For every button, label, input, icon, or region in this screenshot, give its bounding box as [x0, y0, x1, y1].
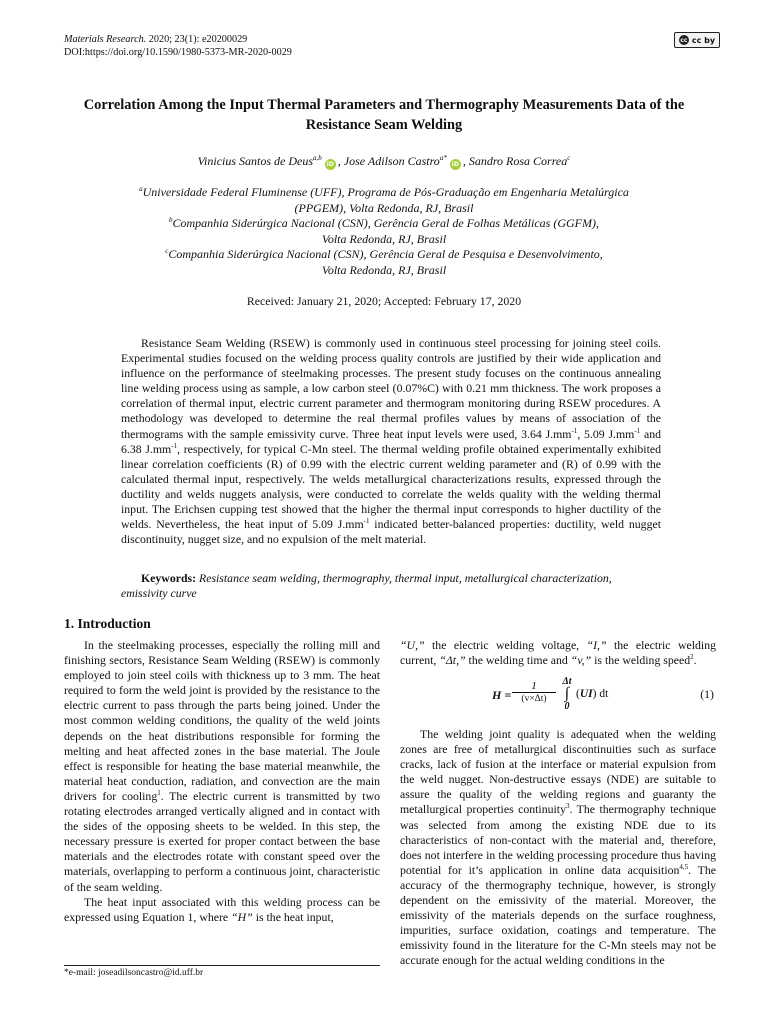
- body-text: the welding time and: [465, 653, 571, 668]
- cc-license-badge[interactable]: [674, 32, 720, 48]
- eq-integrand: [576, 688, 608, 700]
- body-text: . The electric current is transmitted by two rotating electrodes arranged vertically aligned and in contact with the sides of the opposing sheets to be welded. In this step, the necessary pressure is exerted for proper contact between the base materials and the electrodes rotate with constant speed over the materials, overlapping to perform a continuous joint, characteristic of the seam welding.: [64, 788, 380, 894]
- body-text: The welding joint quality is adequated when the welding zones are free of metallurgical discontinuities such as surface cracks, lack of fusion at the interface or material expulsion from the weld nugget. Non-destructive essays (NDE) are suitable to assure the quality of the welding regions and guaranty the metallurgical properties continuity: [400, 727, 716, 817]
- aff-line: Companhia Siderúrgica Nacional (CSN), Gerência Geral de Folhas Metálicas (GGFM),: [172, 216, 599, 230]
- eq-dt: ) dt: [592, 688, 609, 700]
- doi-link[interactable]: DOI:https://doi.org/10.1590/1980-5373-MR-2020-0029: [64, 47, 292, 58]
- footnote-divider: [64, 965, 380, 966]
- sup: -1: [571, 426, 578, 435]
- abstract-text: indicated better-balanced properties: ductility, weld nugget discontinuity, nugget size, and no expulsion of the melt material.: [121, 517, 661, 547]
- eq-denominator: (v×Δt): [512, 692, 556, 704]
- integral-sign-icon: ∫: [564, 685, 570, 702]
- author-list: Vinicius Santos de Deus$^{a,b}$iD , Jose Adilson Castro$^{a*}$iD , Sandro Rosa Correa$^c$: [197, 154, 571, 168]
- citation-ref[interactable]: 4,5: [679, 862, 689, 871]
- author-name: Jose Adilson Castro: [343, 154, 440, 168]
- body-text: the electric welding current,: [400, 638, 716, 668]
- keywords-text: Resistance seam welding, thermography, thermal input, metallurgical characterization, emissivity curve: [121, 571, 612, 601]
- author-name: Sandro Rosa Correa: [468, 154, 568, 168]
- eq-int-upper: Δt: [562, 676, 572, 687]
- eq-number: (1): [700, 687, 714, 701]
- aff-sup: a: [139, 185, 143, 193]
- journal-header: [64, 33, 292, 59]
- paper-title: Correlation Among the Input Thermal Parameters and Thermography Measurements Data of the Resistance Seam Welding: [83, 97, 685, 133]
- eq-var: UI: [579, 688, 593, 700]
- body-text: is the welding speed: [591, 653, 691, 668]
- cc-icon: cc: [680, 36, 688, 44]
- received-date: Received: January 21, 2020; Accepted: February 17, 2020: [246, 294, 522, 308]
- affiliations: [100, 185, 668, 278]
- var-text: “U,”: [400, 638, 425, 652]
- body-text: .: [693, 653, 697, 668]
- aff-line: Volta Redonda, RJ, Brasil: [321, 262, 447, 277]
- author-sup: c: [567, 154, 571, 162]
- author-name: Vinicius Santos de Deus: [197, 154, 314, 168]
- footnote-email[interactable]: *e-mail: joseadilsoncastro@id.uff.br: [64, 968, 204, 978]
- var-text: “I,”: [586, 638, 607, 652]
- eq-integral: [560, 676, 574, 712]
- citation-ref[interactable]: 2: [690, 653, 694, 662]
- abstract-text: , respectively, for typical C-Mn steel. The thermal welding profile obtained experimentally exhibited linear correlation coefficients (R) of 0.99 with the electric current welding parameter and (R) of 0.99 with the calculated thermal input, respectively. The welds metallurgical characterizations results, expressed through the ductility and welds nuggets analysis, were conducted to correlate the welds quality with the welding thermal input. The Erichsen cupping test showed that the higher the thermal input corresponds to higher ductility of the welds. Nevertheless, the heat input of 5.09 J.mm: [121, 441, 661, 532]
- license-text: cc by: [691, 35, 716, 45]
- body-text: the electric welding voltage,: [424, 638, 587, 652]
- keywords-label: Keywords:: [141, 571, 197, 585]
- citation: 2020; 23(1): e20200029: [146, 34, 248, 45]
- abstract-text: Resistance Seam Welding (RSEW) is commonly used in continuous steel processing for joining steel coils. Experimental studies focused on the welding process quality controls are justified by their wide application and influence on the performance of steelmaking processes. The present study focuses on the continuous annealing line welding process using as sample, a low carbon steel (0.07%C) with 0.21 mm thickness. The work proposes a correlation of thermal input, electric current parameter and thermogram monitoring during RSEW procedures. A methodology was developed to determine the real thermal profiles values by means of association of the thermograms with the sample emissivity curve. Three heat input levels were used, 3.64 J.mm: [121, 336, 661, 441]
- sup: -1: [171, 441, 178, 450]
- eq-int-lower: 0: [564, 701, 570, 712]
- abstract: [121, 336, 661, 547]
- aff-line: (PPGEM), Volta Redonda, RJ, Brasil: [294, 200, 474, 215]
- body-text: . The thermography technique was selected from among the existing NDE due to its characteristics of non-contact with the material and, therefore, does not interfere in the welding processing procedure thus having potential for it’s application in online data acquisition: [400, 802, 716, 877]
- var-text: “H”: [231, 909, 253, 924]
- eq-lhs: H =: [492, 688, 512, 702]
- sup: -1: [634, 426, 641, 435]
- sup: -1: [363, 517, 370, 526]
- body-text: . The accuracy of the thermography technique, however, is strongly dependent on the emissivity of the material. Moreover, the emissivity of the materials depends on the surface roughness, impurities, surface oxidation, coatings and temperature. The emissivity found in the literature for the C-Mn steels may not be accurate enough for the actual welding conditions in the: [400, 862, 716, 968]
- equation-1: [400, 678, 716, 718]
- keywords: [121, 571, 661, 601]
- var-text: “Δt,”: [439, 653, 466, 668]
- eq-numerator: 1: [531, 680, 537, 692]
- citation-ref[interactable]: 1: [157, 789, 161, 798]
- aff-sup: b: [169, 216, 173, 224]
- eq-fraction: [512, 680, 556, 704]
- var-text: “v,”: [570, 653, 592, 668]
- orcid-icon[interactable]: iD: [326, 161, 334, 168]
- citation-ref[interactable]: 3: [565, 802, 570, 811]
- orcid-icon[interactable]: iD: [451, 161, 459, 168]
- abstract-text: , 5.09 J.mm: [577, 426, 635, 441]
- section-title: 1. Introduction: [64, 616, 151, 631]
- aff-sup: c: [165, 247, 169, 255]
- body-text: The heat input associated with this welding process can be expressed using Equation 1, where: [64, 894, 380, 924]
- right-column-top: [400, 638, 716, 668]
- body-text: In the steelmaking processes, especially the rolling mill and finishing sectors, Resistance Seam Welding (RSEW) is commonly employed to join steel coils with thickness up to 3 mm. The heat required to form the weld joint is provided by the resistance to the electric current to pass through the parts being joined. Under the most common welding conditions, the quality of the weld joints depends on the heat distributions responsible for forming the melting and heat affected zones in the base material. The Joule effect is responsible for heating the base material meanwhile, the material heat conduction, radiation, and convection are the main drivers for cooling: [64, 638, 380, 803]
- body-text: is the heat input,: [252, 909, 334, 924]
- left-column: [64, 638, 380, 925]
- aff-line: Volta Redonda, RJ, Brasil: [321, 231, 447, 246]
- aff-line: Universidade Federal Fluminense (UFF), Programa de Pós-Graduação em Engenharia Metalúrgica: [142, 185, 629, 199]
- author-sup: a,b: [313, 154, 322, 162]
- eq-paren: (: [576, 688, 580, 700]
- abstract-text: and 6.38 J.mm: [121, 426, 661, 456]
- right-column-bottom: [400, 727, 716, 969]
- journal-name: Materials Research.: [64, 34, 147, 45]
- author-sup: a*: [439, 154, 447, 162]
- aff-line: Companhia Siderúrgica Nacional (CSN), Gerência Geral de Pesquisa e Desenvolvimento,: [168, 247, 603, 261]
